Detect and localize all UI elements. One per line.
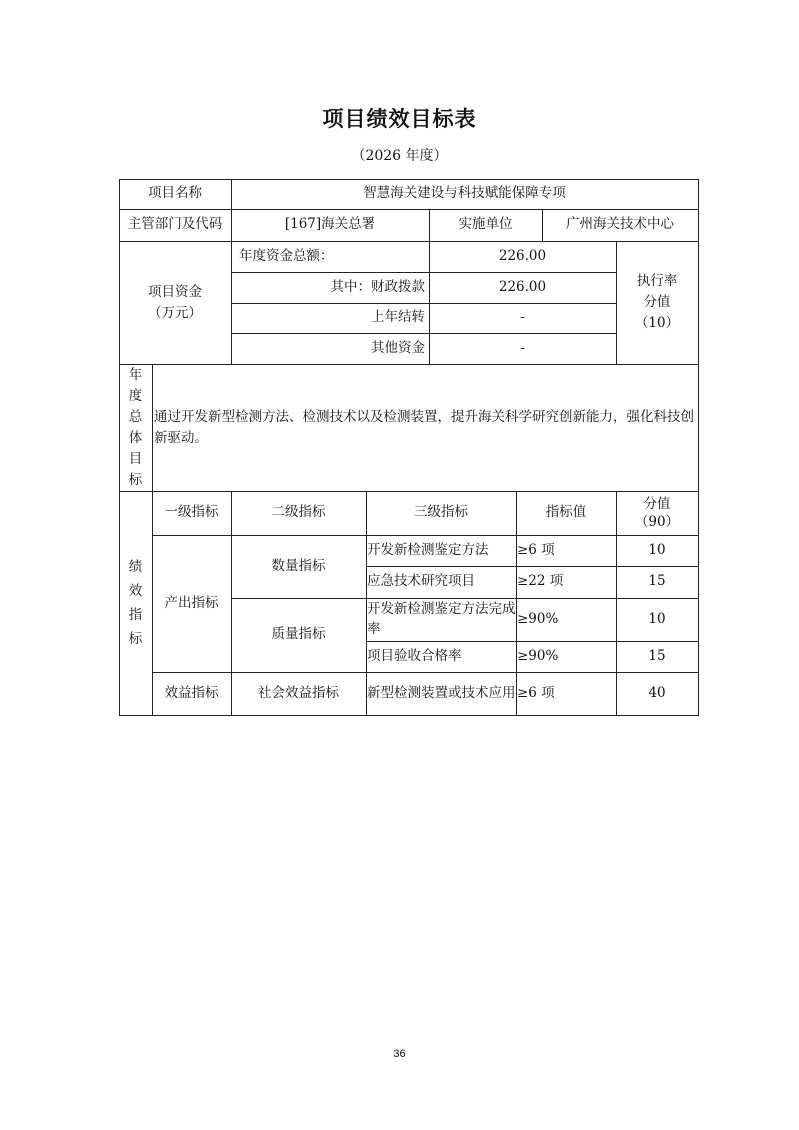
label-char: 度 (128, 387, 143, 404)
label-char: 绩 (128, 559, 143, 575)
label-char: 效 (128, 583, 143, 599)
execution-score-value: （10） (634, 315, 680, 331)
header-score-total: （90） (634, 514, 680, 530)
page-title: 项目绩效目标表 (322, 107, 477, 131)
label-char: 总 (128, 408, 143, 425)
funds-fiscal-label: 其中：财政拨款 (330, 278, 425, 295)
funds-fiscal-value: 226.00 (498, 278, 547, 295)
department-label: 主管部门及代码 (127, 216, 223, 233)
header-level2: 二级指标 (271, 504, 326, 521)
implementing-unit-label: 实施单位 (458, 216, 513, 233)
indicator-score: 40 (648, 684, 666, 701)
project-name-value: 智慧海关建设与科技赋能保障专项 (363, 185, 566, 202)
label-char: 年 (128, 366, 143, 383)
indicator-value: ≥6 项 (517, 684, 555, 701)
funds-other-label: 其他资金 (371, 339, 425, 356)
level3-item: 开发新检测鉴定方法完成率 (367, 600, 516, 637)
funds-carryover-value: - (520, 309, 525, 326)
execution-score-label: 分值 (643, 294, 671, 310)
department-value: [167]海关总署 (284, 216, 376, 233)
annual-goal-text: 通过开发新型检测方法、检测技术以及检测装置，提升海关科学研究创新能力，强化科技创新驱动。 (154, 408, 694, 446)
level2-quantity: 数量指标 (271, 557, 326, 574)
label-char: 指 (128, 607, 143, 623)
level2-quality: 质量指标 (271, 626, 326, 643)
execution-rate-label: 执行率 (636, 273, 678, 289)
level1-benefit: 效益指标 (164, 684, 219, 701)
level3-item: 项目验收合格率 (367, 647, 462, 664)
funds-carryover-label: 上年结转 (371, 309, 425, 326)
level1-output: 产出指标 (164, 594, 219, 611)
funds-total-label: 年度资金总额： (239, 247, 334, 264)
label-char: 标 (128, 471, 143, 488)
implementing-unit-value: 广州海关技术中心 (566, 216, 674, 233)
annual-goal-label (119, 364, 152, 491)
indicator-value: ≥6 项 (517, 541, 555, 558)
header-score (616, 491, 698, 535)
level3-item: 应急技术研究项目 (367, 573, 475, 590)
label-char: 标 (128, 631, 143, 647)
indicator-score: 10 (648, 541, 666, 558)
table-line (119, 715, 699, 716)
indicator-value: ≥90% (517, 647, 559, 664)
indicator-value: ≥22 项 (517, 573, 564, 590)
table-line (698, 179, 699, 715)
project-name-label: 项目名称 (148, 185, 202, 202)
header-level1: 一级指标 (164, 504, 219, 521)
label-char: 目 (128, 450, 143, 467)
year-subtitle: （2026 年度） (351, 148, 448, 164)
indicators-section-label (119, 491, 152, 715)
level3-item: 新型检测装置或技术应用 (367, 684, 516, 701)
level2-social-benefit: 社会效益指标 (258, 684, 339, 701)
project-funds-label (119, 241, 231, 364)
page-number: 36 (393, 1048, 406, 1060)
funds-unit-text: （万元） (148, 304, 202, 321)
indicator-score: 15 (648, 647, 666, 664)
indicator-score: 15 (648, 573, 666, 590)
funds-label-text: 项目资金 (148, 283, 202, 300)
indicator-value: ≥90% (517, 610, 559, 627)
execution-rate-score (616, 241, 698, 364)
indicator-score: 10 (648, 610, 666, 627)
label-char: 体 (128, 429, 143, 446)
header-indicator-value: 指标值 (545, 504, 587, 521)
header-level3: 三级指标 (414, 504, 468, 521)
funds-other-value: - (520, 339, 525, 356)
header-score-label: 分值 (643, 496, 671, 512)
funds-total-value: 226.00 (498, 247, 547, 264)
level3-item: 开发新检测鉴定方法 (367, 541, 489, 558)
